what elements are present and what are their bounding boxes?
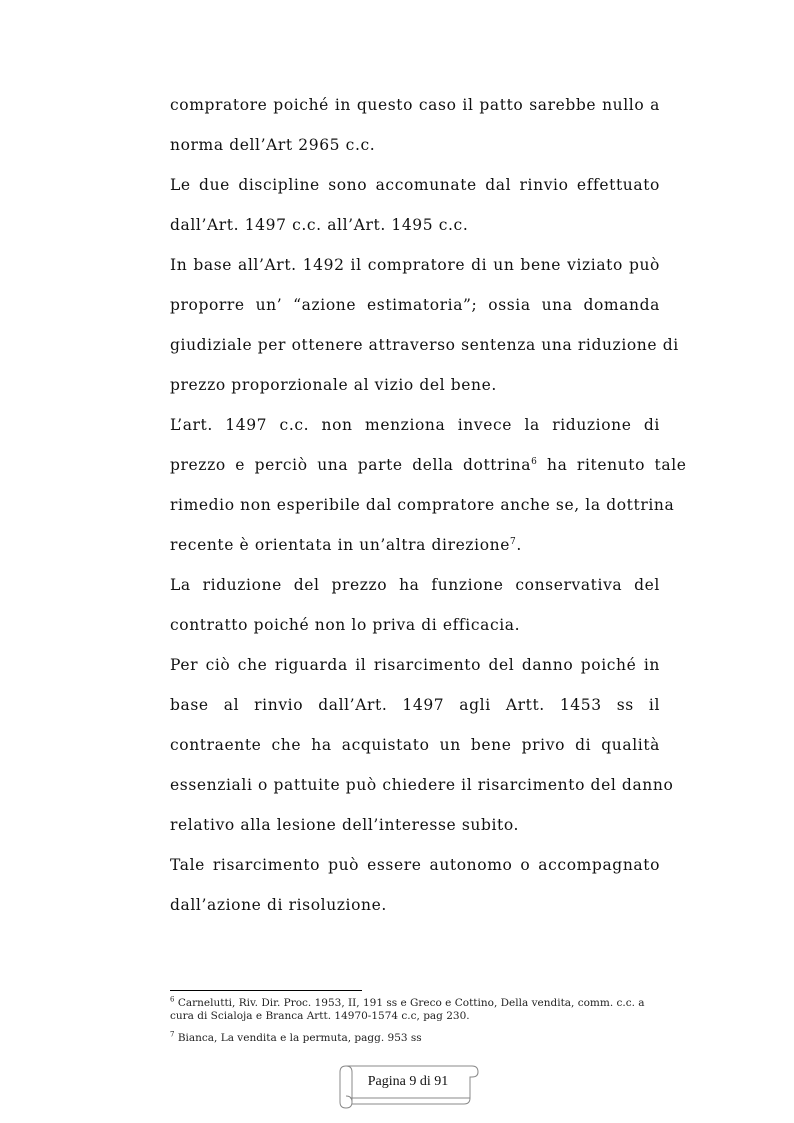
text-line: contraente che ha acquistato un bene privo di qualità: [170, 736, 660, 754]
text-line: norma dell’Art 2965 c.c.: [170, 136, 376, 154]
footnote-ref[interactable]: 7: [510, 536, 517, 547]
text-segment: prezzo e perciò una parte della dottrina: [170, 456, 532, 474]
text-segment: ha ritenuto tale: [537, 456, 687, 474]
text-line: L’art. 1497 c.c. non menziona invece la riduzione di: [170, 416, 660, 434]
page-number: Pagina 9 di 91: [367, 1074, 449, 1089]
footnote-ref[interactable]: 6: [531, 456, 538, 467]
text-line: dall’azione di risoluzione.: [170, 896, 387, 914]
text-line: base al rinvio dall’Art. 1497 agli Artt. 1453 ss il: [170, 696, 660, 714]
text-line: relativo alla lesione dell’interesse subito.: [170, 816, 520, 834]
footnote-text: Bianca, La vendita e la permuta, pagg. 953 ss: [177, 1032, 422, 1044]
text-segment: recente è orientata in un’altra direzione: [170, 536, 511, 554]
text-line: [170, 445, 687, 485]
text-line: dall’Art. 1497 c.c. all’Art. 1495 c.c.: [170, 216, 469, 234]
footnote-separator: [170, 990, 362, 991]
text-line: prezzo proporzionale al vizio del bene.: [170, 376, 497, 394]
text-line: La riduzione del prezzo ha funzione conservativa del: [170, 576, 660, 594]
body-text: [170, 85, 687, 925]
text-line: essenziali o pattuite può chiedere il risarcimento del danno: [170, 776, 674, 794]
text-line: Tale risarcimento può essere autonomo o accompagnato: [170, 856, 660, 874]
text-line: In base all’Art. 1492 il compratore di un bene viziato può: [170, 256, 660, 274]
footnote-text: Carnelutti, Riv. Dir. Proc. 1953, II, 191 ss e Greco e Cottino, Della vendita, comm. c.c. a cura di Scialoja e Branca Artt. 14970-1574 c.c, pag 230.: [170, 997, 645, 1022]
text-line: rimedio non esperibile dal compratore anche se, la dottrina: [170, 496, 675, 514]
text-line: proporre un’ “azione estimatoria”; ossia una domanda: [170, 296, 660, 314]
footnote: [170, 1032, 662, 1045]
text-line: Per ciò che riguarda il risarcimento del danno poiché in: [170, 656, 660, 674]
text-line: [170, 525, 660, 565]
footnote-number: 7: [170, 1030, 175, 1039]
text-line: contratto poiché non lo priva di efficacia.: [170, 616, 521, 634]
text-line: giudiziale per ottenere attraverso sentenza una riduzione di: [170, 336, 679, 354]
footnote-number: 6: [170, 995, 175, 1004]
footnotes: [170, 997, 662, 1054]
text-segment: .: [516, 536, 522, 554]
text-line: compratore poiché in questo caso il patto sarebbe nullo a: [170, 96, 660, 114]
page-number-scroll: [336, 1058, 480, 1112]
footnote: [170, 997, 662, 1023]
text-line: Le due discipline sono accomunate dal rinvio effettuato: [170, 176, 660, 194]
